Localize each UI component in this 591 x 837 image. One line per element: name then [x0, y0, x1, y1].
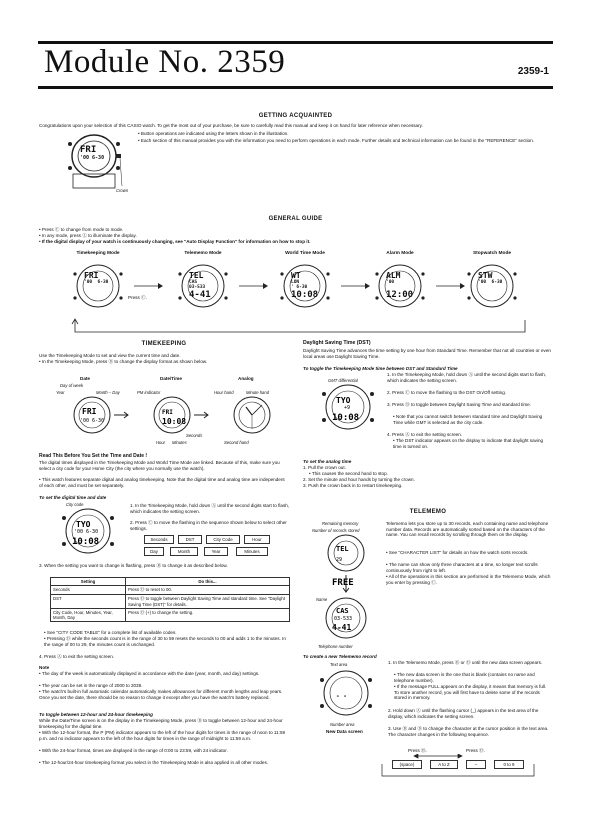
telememo-text-3-body: The name can show only three characters at a time, so longer text scrolls continuously from right to left. [386, 562, 538, 573]
mode-display-top: WT [291, 271, 301, 280]
guide-line-2-text: In any mode, press Ⓛ to illuminate the display. [41, 233, 137, 238]
svg-text:FREE: FREE [332, 578, 354, 588]
table-row [51, 586, 290, 595]
tk-intro-1: Use the Timekeeping Mode to set and view the current time and date. [39, 353, 181, 358]
note-heading: Note [39, 665, 50, 670]
seq-dst: DST [178, 535, 202, 544]
text-area-label: Text area [330, 662, 348, 667]
guide-line-1-text: Press Ⓒ to change from mode to mode. [41, 227, 124, 232]
toggle-text-2-body: With the 12-hour format, the P (PM) indicator appears to the left of the hour digits for times in the range of noon to 11:59 p.m. and no indicator appears to the left of the hour digits for times in the range of midnight to 11:59 a.m. [39, 730, 286, 741]
analog-step-1-note-text: This causes the second hand to stop. [311, 471, 388, 476]
table-cell: City Code, Hour, Minutes, Year, Month, Day [51, 609, 126, 622]
mode-arrow [134, 282, 164, 290]
telememo-text-3: • The name can show only three characters at a time, so longer text scrolls continuously from right to left. [386, 562, 538, 573]
seq-year: Year [204, 547, 228, 556]
svg-text:4-41: 4-41 [332, 623, 352, 632]
set-time-watch [52, 506, 128, 558]
seq-city-code: City Code [206, 535, 240, 544]
mode-display-top: FRI [84, 271, 99, 280]
seq-minutes: Minutes [236, 547, 268, 556]
records-stored-label: Number of records stored [312, 528, 360, 533]
dst-step-4: 4. Press Ⓐ to exit the setting screen. [387, 432, 463, 437]
seq-seconds: Seconds [144, 535, 174, 544]
gmt-differential-label: GMT differential [328, 378, 358, 383]
guide-line-3-text: If the digital display of your watch is continuously changing, see "Auto Display Function" for information on how to stop it. [41, 239, 311, 244]
mode-label: Stopwatch Mode [472, 251, 512, 256]
mode-display-mid: '00 6-30 [84, 280, 109, 285]
set-step-1: 1. In the Timekeeping Mode, hold down Ⓐ until the second digits start to flash, which indicates the setting screen. [130, 503, 290, 514]
new-data-screen-label: New Data screen [326, 729, 363, 734]
toggle-text-4: • The 12-hour/24-hour timekeeping format you select in the Timekeeping Mode is also applied in all other modes. [39, 760, 269, 765]
table-row [51, 609, 290, 622]
create-step-3: 3. Use Ⓑ and Ⓓ to change the character at the cursor position in the text area. The character changes in the following sequence. [388, 726, 549, 737]
dst-step-1: 1. In the Timekeeping Mode, hold down Ⓐ until the second digits start to flash, which indicates the setting screen. [387, 372, 547, 383]
svg-text:10:08: 10:08 [332, 413, 360, 423]
create-step-1-note-a: • The new data screen is the one that is blank (contains no name and telephone number). [394, 672, 535, 683]
press-c-label: Press Ⓒ. [128, 295, 147, 300]
mode-arrow [239, 282, 269, 290]
mode-display-main: 4-41 [189, 290, 211, 300]
dst-step-3: 3. Press Ⓓ to toggle between Daylight Saving Time and standard time. [387, 402, 532, 407]
svg-text:TEL: TEL [336, 545, 349, 553]
pm-indicator-label: PM indicator [137, 390, 161, 395]
remaining-memory-label: Remaining memory [322, 521, 359, 526]
acq-bullet-2-text: Each section of this manual provides you with the information you need to perform operations in each mode. Further details and technical information can be found in the "REFERENCE" section. [140, 138, 535, 143]
analog-step-1: 1. Pull the crown out. [303, 465, 346, 470]
after-table-3: 4. Press Ⓐ to exit the setting screen. [39, 654, 115, 659]
table-header-setting: Setting [51, 578, 126, 586]
create-step-2: 2. Hold down Ⓐ until the flashing cursor (_) appears in the text area of the display, which indicates the setting screen. [388, 708, 539, 719]
mode-display-main: 10:08 [291, 290, 319, 300]
telememo-text-2-body: See "CHARACTER LIST" for details on how the watch sorts records. [388, 550, 529, 555]
telememo-text-1: Telememo lets you store up to 30 records, each containing name and telephone number data. Records are automatically sorted based on the characters of the name. You can recall records by scrolling through them on the display. [386, 521, 549, 538]
svg-text:03-533: 03-533 [334, 616, 353, 622]
acq-bullet-1-text: Button operations are indicated using the letters shown in the illustration. [140, 131, 289, 136]
telephone-number-label: Telephone number [318, 644, 353, 649]
dst-toggle-heading: To toggle the Timekeeping Mode time between DST and Standard Time [303, 366, 458, 371]
svg-text:TYO: TYO [336, 396, 351, 405]
press-d-label: Press Ⓓ. [466, 748, 485, 753]
note-1-text: The day of the week is automatically displayed in accordance with the date (year, month, and day) settings. [41, 671, 260, 676]
mode-label: Timekeeping Mode [76, 251, 120, 256]
create-step-1: 1. In the Telememo Mode, press Ⓑ or Ⓓ until the new data screen appears. [388, 660, 543, 665]
toggle-text-4-body: The 12-hour/24-hour timekeeping format you select in the Timekeeping Mode is also applied in all other modes. [41, 760, 269, 765]
seq-hour: Hour [244, 535, 270, 544]
dst-indicator-note: • The DST indicator appears on the display to indicate that daylight saving time is turned on. [393, 438, 544, 449]
svg-text:'00 6-30: '00 6-30 [74, 529, 99, 535]
svg-text:10:08: 10:08 [72, 537, 100, 547]
number-area-label: Number area [330, 722, 355, 727]
read-before-text-2: • This watch features separate digital and analog timekeeping. Note that the digital time and analog time are independent of each other, and must be set separately. [39, 477, 285, 488]
analog-heading: To set the analog time [303, 459, 352, 464]
name-label: Name [316, 597, 328, 602]
dst-step-note-text: Note that you cannot switch between standard time and Daylight Saving Time while GMT is selected as the city code. [393, 414, 543, 425]
mode-display-mid: '00 [386, 280, 395, 285]
svg-text:FRI: FRI [82, 407, 97, 416]
note-2: • The year can be set in the range of 2000 to 2039. [39, 683, 143, 688]
svg-text:CAS: CAS [336, 607, 349, 615]
toggle-text-2: • With the 12-hour format, the P (PM) indicator appears to the left of the hour digits for times in the range of noon to 11:59 p.m. and no indicator appears to the left of the hour digits for times in the range of midnight to 11:59 a.m. [39, 730, 286, 741]
analog-step-1-note: • This causes the second hand to stop. [309, 471, 388, 476]
svg-text:10:08: 10:08 [162, 417, 187, 426]
svg-text:- -: - - [336, 693, 347, 700]
table-header-do-this: Do this... [126, 578, 290, 586]
telememo-text-4-body: All of the operations in this section are performed in the Telememo Mode, which you enter by pressing Ⓒ. [386, 574, 551, 585]
guide-line-2: • In any mode, press Ⓛ to illuminate the display. [39, 233, 137, 238]
dst-step-2: 2. Press Ⓒ to move the flashing to the DST On/Off setting. [387, 390, 507, 395]
mode-display-main: 12:00 [386, 290, 414, 300]
telememo-watches [308, 533, 384, 643]
mode-label: Alarm Mode [386, 251, 414, 256]
note-3-text: The watch's built-in full automatic calendar automatically makes allowances for different month lengths and leap years. Once you set the date, there should be no reason to change it except after you have the watch's battery replaced. [39, 689, 283, 700]
seconds-label: Seconds [186, 433, 203, 438]
telememo-text-4: • All of the operations in this section are performed in the Telememo Mode, which you enter by pressing Ⓒ. [386, 574, 551, 585]
acq-watch-day: FRI [80, 145, 97, 155]
acq-bullet-2: • Each section of this manual provides you with the information you need to perform operations in each mode. Further details and technical information can be found in the "REFERENCE" section. [138, 138, 535, 143]
create-step-1-note-a-text: The new data screen is the one that is blank (contains no name and telephone number). [394, 672, 535, 683]
set-step-3: 3. When the setting you want to change is flashing, press Ⓑ to change it as described below. [39, 563, 228, 568]
mode-watch [365, 258, 435, 314]
minute-hand-label: Minute hand [246, 390, 270, 395]
table-cell: Press Ⓓ to reset to 00. [126, 586, 290, 595]
dst-watch [310, 382, 386, 434]
settings-table [50, 577, 290, 622]
toggle-12-24-heading: To toggle between 12-hour and 24-hour timekeeping [39, 712, 153, 717]
mode-display-top: TEL [189, 271, 204, 280]
svg-text:'00 6-30: '00 6-30 [80, 418, 105, 424]
mode-label: World Time Mode [285, 251, 325, 256]
getting-acquainted-intro: Congratulations upon your selection of this CASIO watch. To get the most out of your purchase, be sure to carefully read this manual and keep it on hand for later reference when necessary. [39, 123, 423, 128]
dst-step-note: • Note that you cannot switch between standard time and Daylight Saving Time while GMT is selected as the city code. [393, 414, 543, 425]
svg-text:TYO: TYO [76, 520, 91, 529]
char-seq-0-to-9: 0 to 9 [494, 760, 524, 769]
create-record-heading: To create a new Telememo record [303, 654, 377, 659]
set-time-heading: To set the digital time and date [39, 495, 107, 500]
display-format-watches [58, 393, 290, 441]
svg-text:+9: +9 [344, 405, 351, 411]
header-bottom-rule [38, 86, 553, 89]
hour-label: Hour [156, 440, 166, 445]
svg-text:29: 29 [336, 557, 343, 563]
general-guide-heading: GENERAL GUIDE [268, 216, 323, 222]
analog-step-3: 3. Push the crown back in to restart timekeeping. [303, 483, 403, 488]
set-step-2: 2. Press Ⓒ to move the flashing in the sequence shown below to select other settings. [130, 520, 287, 531]
guide-line-1: • Press Ⓒ to change from mode to mode. [39, 227, 124, 232]
second-hand-label: Second hand [224, 440, 249, 445]
new-data-watch [310, 668, 380, 720]
hour-hand-label: Hour hand [214, 390, 234, 395]
after-table-2: • Pressing Ⓓ while the seconds count is in the range of 30 to 59 resets the seconds to 00 and adds 1 to the minutes. In the range of 00 to 29, the minutes count is unchanged. [44, 636, 286, 647]
note-3: • The watch's built-in full automatic calendar automatically makes allowances for different month lengths and leap years. Once you set the date, there should be no reason to change it except after you have the watch's battery replaced. [39, 689, 283, 700]
after-table-1: • See "CITY CODE TABLE" for a complete list of available codes. [44, 630, 177, 635]
acq-bullet-1: • Button operations are indicated using the letters shown in the illustration. [138, 131, 289, 136]
after-table-1-text: See "CITY CODE TABLE" for a complete list of available codes. [46, 630, 177, 635]
format-datetime-label: Date/Time [160, 376, 182, 381]
dst-indicator-note-text: The DST indicator appears on the display to indicate that daylight saving time is turned on. [393, 438, 544, 449]
mode-watch [63, 258, 133, 314]
read-before-heading: Read This Before You Set the Time and Date ! [39, 453, 148, 459]
dst-heading: Daylight Saving Time (DST) [303, 340, 371, 346]
read-before-text-2-body: This watch features separate digital and analog timekeeping. Note that the digital time and analog time are independent of each other, and must be set separately. [39, 477, 285, 488]
mode-watch [457, 258, 527, 314]
char-seq-dash: – [466, 760, 486, 769]
table-cell: Seconds [51, 586, 126, 595]
city-code-label: City code [66, 502, 84, 507]
seq-month: Month [170, 547, 198, 556]
minutes-label: Minutes [172, 440, 187, 445]
table-row [51, 595, 290, 609]
mode-display-mid: '00 6-30 [478, 280, 503, 285]
tk-intro-2: • In the Timekeeping Mode, press Ⓓ to change the display format as shown below. [39, 359, 208, 364]
format-date-label: Date [80, 376, 90, 381]
mode-label: Telememo Mode [184, 251, 222, 256]
mode-display-top: STW [478, 271, 493, 280]
char-seq-a-to-z: A to Z [430, 760, 458, 769]
getting-acquainted-heading: GETTING ACQUAINTED [258, 113, 333, 119]
note-2-text: The year can be set in the range of 2000 to 2039. [41, 683, 143, 688]
year-label: Year [56, 390, 65, 395]
acq-watch-date: '00 6-30 [80, 155, 105, 161]
table-cell: Press Ⓓ (+) to change the setting. [126, 609, 290, 622]
model-number: 2359-1 [517, 66, 549, 77]
table-cell: Press Ⓓ to toggle between Daylight Saving Time and standard time. See "Daylight Saving Time (DST)" for details. [126, 595, 290, 609]
svg-text:FRI: FRI [162, 409, 173, 416]
telememo-text-2: • See "CHARACTER LIST" for details on how the watch sorts records. [386, 550, 529, 555]
page-title: Module No. 2359 [44, 44, 286, 80]
create-step-1-note-b-text: If the message FULL appears on the display, it means that memory is full. To store another record, you will first have to delete some of the records stored in memory. [394, 684, 547, 701]
guide-line-3: • If the digital display of your watch is continuously changing, see "Auto Display Function" for information on how to stop it. [39, 239, 311, 244]
month-day-label: Month – Day [96, 390, 120, 395]
crown-label: Crown [116, 188, 129, 193]
toggle-text-3: • With the 24-hour format, times are displayed in the range of 0:00 to 23:59, with 24 indicator. [39, 748, 228, 753]
format-analog-label: Analog [238, 376, 254, 381]
mode-display-top: ALM [386, 271, 401, 280]
toggle-text-3-body: With the 24-hour format, times are displayed in the range of 0:00 to 23:59, with 24 indicator. [41, 748, 228, 753]
analog-step-2: 2. Set the minute and hour hands by turning the crown. [303, 477, 415, 482]
tk-intro-2-text: In the Timekeeping Mode, press Ⓓ to change the display format as shown below. [41, 359, 208, 364]
day-of-week-label: Day of week [60, 383, 84, 388]
mode-cycle-arrow [70, 318, 530, 338]
mode-display-mid: LON ' 6-30 [291, 280, 308, 290]
press-b-label: Press Ⓑ. [408, 748, 427, 753]
telememo-heading: TELEMEMO [409, 509, 447, 515]
char-seq-space: (space) [392, 760, 422, 769]
after-table-2-text: Pressing Ⓓ while the seconds count is in the range of 30 to 59 resets the seconds to 00 and adds 1 to the minutes. In the range of 00 to 29, the minutes count is unchanged. [44, 636, 286, 647]
note-1: • The day of the week is automatically displayed in accordance with the date (year, month, and day) settings. [39, 671, 260, 676]
dst-intro: Daylight Saving Time advances the time setting by one hour from Standard Time. Remember that not all countries or even local areas use Daylight Saving Time. [303, 348, 551, 359]
seq-day: Day [144, 547, 164, 556]
mode-display-mid: CAS 03-533 [189, 280, 206, 290]
read-before-text-1: The digital times displayed in the Timekeeping Mode and World Time Mode are linked. Because of this, make sure you select a city code for your Home City (the city where you normally use the watch). [39, 460, 280, 471]
toggle-text-1: While the Date/Time screen is on the display in the Timekeeping Mode, press Ⓑ to toggle between 12-hour and 24-hour timekeeping for the digital time. [39, 718, 283, 729]
table-cell: DST [51, 595, 126, 609]
timekeeping-heading: TIMEKEEPING [141, 341, 187, 347]
create-step-1-note-b: • If the message FULL appears on the display, it means that memory is full. To store another record, you will first have to delete some of the records stored in memory. [394, 684, 547, 701]
